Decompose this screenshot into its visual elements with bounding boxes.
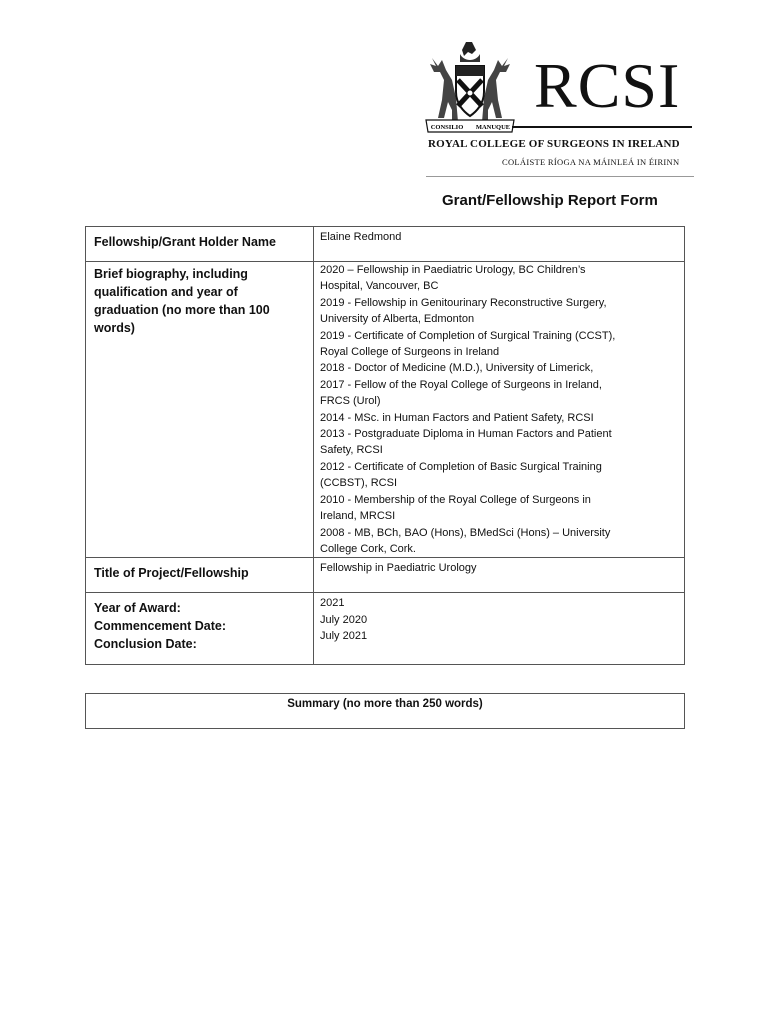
biography-entry: Ireland, MRCSI [320, 510, 396, 523]
biography-entry: 2010 - Membership of the Royal College of Surgeons in [320, 493, 591, 506]
biography-entry: 2020 – Fellowship in Paediatric Urology, BC Children’s [320, 264, 586, 276]
organization-name: ROYAL COLLEGE OF SURGEONS IN IRELAND [428, 138, 680, 150]
commencement-date-value: July 2020 [320, 613, 368, 626]
biography-label-line: qualification and year of [94, 285, 238, 299]
logo-acronym: RCSI [534, 50, 681, 121]
biography-entry: College Cork, Cork. [320, 542, 416, 555]
biography-entry: 2014 - MSc. in Human Factors and Patient Safety, RCSI [320, 411, 594, 424]
biography-entry: 2019 - Fellowship in Genitourinary Reconstructive Surgery, [320, 296, 607, 309]
biography-label-line: graduation (no more than 100 [94, 303, 270, 317]
biography-value-cell[interactable] [314, 262, 685, 558]
biography-entry: 2013 - Postgraduate Diploma in Human Factors and Patient [320, 428, 612, 441]
form-title: Grant/Fellowship Report Form [442, 192, 658, 209]
motto-right: MANUQUE [475, 124, 511, 131]
conclusion-date-value: July 2021 [320, 630, 368, 643]
conclusion-date-label: Conclusion Date: [94, 637, 197, 652]
table-row [86, 558, 685, 593]
biography-entry: 2019 - Certificate of Completion of Surgical Training (CCST), [320, 329, 616, 342]
biography-label-line: words) [94, 321, 135, 335]
dates-value-cell[interactable] [314, 593, 685, 665]
logo-rule [512, 126, 692, 128]
holder-label: Fellowship/Grant Holder Name [94, 235, 276, 249]
holder-label-cell [86, 227, 314, 262]
project-value: Fellowship in Paediatric Urology [320, 562, 477, 575]
report-table [85, 226, 685, 665]
project-label: Title of Project/Fellowship [94, 566, 249, 581]
table-row [86, 593, 685, 665]
biography-entry: 2018 - Doctor of Medicine (M.D.), University of Limerick, [320, 362, 594, 375]
year-of-award-label: Year of Award: [94, 601, 181, 616]
rcsi-logo [416, 40, 696, 182]
biography-entry: Safety, RCSI [320, 444, 383, 457]
biography-entry: Hospital, Vancouver, BC [320, 280, 439, 293]
table-row [86, 262, 685, 558]
holder-value: Elaine Redmond [320, 231, 402, 243]
organization-name-irish: COLÁISTE RÍOGA NA MÁINLEÁ IN ÉIRINN [502, 157, 680, 167]
biography-entry: University of Alberta, Edmonton [320, 313, 475, 326]
biography-label-cell [86, 262, 314, 558]
biography-entry: (CCBST), RCSI [320, 477, 397, 490]
biography-entry: Royal College of Surgeons in Ireland [320, 346, 500, 359]
biography-entry: 2012 - Certificate of Completion of Basic Surgical Training [320, 460, 602, 473]
biography-entry: 2017 - Fellow of the Royal College of Surgeons in Ireland, [320, 378, 602, 391]
coat-of-arms-icon [422, 40, 518, 136]
project-value-cell[interactable] [314, 558, 685, 593]
motto-left: CONSILIO [430, 124, 464, 131]
summary-label: Summary (no more than 250 words) [287, 698, 483, 710]
year-of-award-value: 2021 [320, 597, 345, 610]
biography-label-line: Brief biography, including [94, 267, 248, 281]
header-divider [426, 176, 694, 177]
project-label-cell [86, 558, 314, 593]
biography-entry: FRCS (Urol) [320, 395, 381, 408]
table-row [86, 227, 685, 262]
commencement-date-label: Commencement Date: [94, 619, 226, 634]
summary-section[interactable] [85, 693, 685, 729]
biography-entry: 2008 - MB, BCh, BAO (Hons), BMedSci (Hons) – University [320, 526, 611, 539]
holder-value-cell[interactable] [314, 227, 685, 262]
dates-label-cell [86, 593, 314, 665]
